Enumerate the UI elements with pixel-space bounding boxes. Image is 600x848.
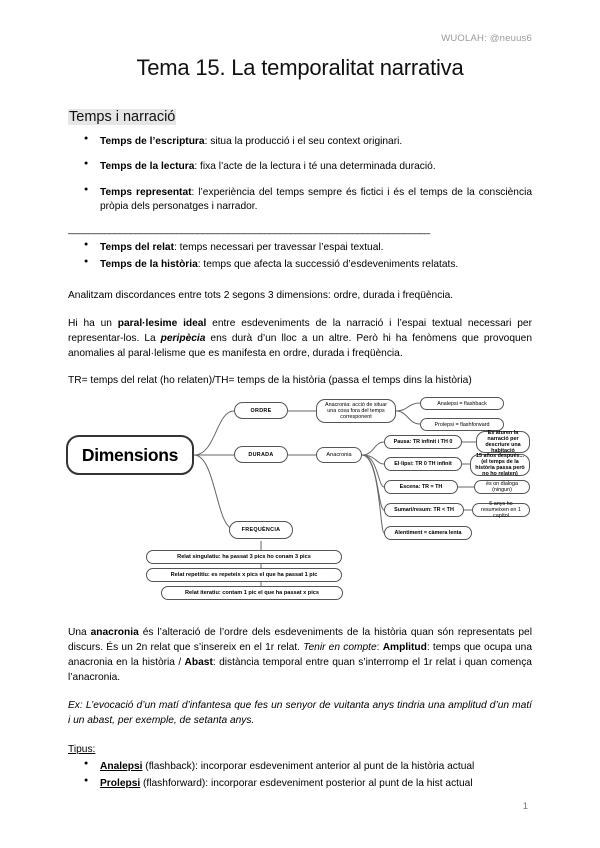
node-label: FREQUÈNCIA	[241, 527, 281, 534]
list-item-text: (flashback): incorporar esdeveniment anterior al punt de la història actual	[142, 760, 475, 772]
term-peripecia: peripècia	[160, 332, 206, 344]
node-label: Dimensions	[81, 444, 179, 465]
node-label: és on dialoga (ningun)	[485, 481, 519, 494]
label-tipus: Tipus:	[68, 743, 96, 755]
paragraph-dimensions-intro: Analitzam discordances entre tots 2 segons 3 dimensions: ordre, durada i freqüència.	[68, 289, 454, 301]
text-fragment: :	[376, 642, 383, 654]
paragraph-paralelisme	[68, 317, 532, 362]
list-item-text: (flashforward): incorporar esdeveniment posterior al punt de la hist actual	[140, 778, 473, 790]
text-fragment: Una	[68, 627, 91, 639]
node-durada-ellipsi	[384, 457, 462, 471]
node-durada-escena	[384, 480, 458, 494]
list-item	[98, 777, 532, 791]
paragraph-tr-th-legend: TR= temps del relat (ho relaten)/TH= temps de la història (passa el temps dins la història)	[68, 375, 472, 387]
list-item-text: : fixa l’acte de la lectura i té una determinada duració.	[194, 161, 436, 173]
list-item	[98, 160, 532, 174]
node-label: 5 anys ho resumeixen en 1 capítol	[481, 501, 521, 520]
node-durada-pausa	[384, 435, 462, 449]
mindmap-diagram	[66, 397, 530, 612]
node-durada-alentiment	[384, 526, 472, 540]
text-fragment: : distància temporal entre quan s’interromp el 1r relat i quan comença l’anacronia.	[68, 657, 532, 684]
term-paralelisme-ideal: paral·lesime ideal	[117, 317, 207, 329]
node-label: Relat repetitiu: es repeteix x pics el que ha passat 1 pic	[170, 572, 318, 579]
text-fragment: és l’alteració de l’ordre dels esdeveniments de la història quan són representats pel discurs. És un 2n relat que s’insereix en el 1r relat.	[68, 627, 532, 654]
list-item-text: : l’experiència del temps sempre és fictici i és el temps de la consciència pròpia dels personatges i narrador.	[100, 186, 532, 213]
paragraph-anacronia-definition	[68, 626, 532, 686]
list-item	[98, 186, 532, 215]
node-example-ellipsi	[470, 454, 530, 476]
bullet-list-tipus	[68, 760, 532, 792]
node-label: Es aturen la narració per descriure una habitació	[485, 430, 521, 455]
node-label: Relat singulatiu: ha passat 3 pics ho conam 3 pics	[177, 554, 311, 561]
node-label: Escena: TR = TH	[399, 484, 443, 491]
node-example-escena	[474, 480, 530, 494]
bullet-list-top	[68, 135, 532, 215]
list-item	[98, 258, 532, 272]
node-durada	[234, 446, 288, 463]
page-number: 1	[522, 801, 528, 812]
list-item	[98, 135, 532, 149]
term-anacronia: anacronia	[90, 627, 139, 639]
list-item-term: Temps de l’escriptura	[100, 136, 205, 147]
node-frequencia	[229, 521, 293, 539]
paragraph-example: Ex: L’evocació d’un matí d’infantesa que fes un senyor de vuitanta anys tindria una amplitud d’un matí i un abast, per exemple, de setanta anys.	[68, 699, 532, 726]
node-label: Anacronia	[326, 452, 352, 459]
text-fragment: : temps que ocupa una anacronia en la història /	[68, 642, 532, 669]
term-amplitud: Amplitud	[382, 642, 427, 654]
node-dimensions	[66, 435, 194, 475]
node-label: El·lipsi: TR 0 TH infinit	[394, 461, 452, 468]
text-fragment: Hi ha un	[68, 317, 118, 329]
text-fragment: entre esdeveniments de la narració i l’espai textual necessari per representar-los. La	[68, 317, 532, 344]
node-relat-repetitiu	[146, 568, 342, 582]
node-label: ORDRE	[250, 407, 272, 414]
node-label: Anacronia: acció de situar una cosa fora del temps corresponent	[324, 402, 388, 421]
node-label: Relat iteratiu: contam 1 pic el que ha passat x pics	[185, 590, 319, 597]
node-example-pausa	[476, 431, 530, 453]
watermark-text: WUOLAH: @neuus6	[441, 33, 532, 44]
node-anacronia-definition	[316, 399, 396, 423]
node-label: DURADA	[248, 451, 274, 458]
page-title: Tema 15. La temporalitat narrativa	[136, 55, 464, 80]
section-heading-temps-i-narracio: Temps i narració	[69, 109, 176, 125]
node-ordre	[234, 402, 288, 419]
list-item	[98, 241, 532, 255]
node-relat-iteratiu	[161, 586, 343, 600]
node-relat-singulatiu	[146, 550, 342, 564]
node-label: Sumari/resum: TR < TH	[394, 507, 454, 514]
list-item-term: Analepsi	[100, 760, 143, 772]
list-item-term: Temps representat	[100, 186, 192, 198]
list-item-text: : situa la producció i el seu context originari.	[204, 136, 403, 147]
node-label: Pausa: TR infinit i TH 0	[393, 439, 453, 446]
list-item-term: Temps de la lectura	[100, 161, 195, 173]
node-label: Alentiment = càmera lenta	[394, 530, 462, 537]
node-label: 15 años después...(el temps de la història passa però no ho relaten)	[475, 453, 525, 478]
node-label: Prolepsi = flashforward	[434, 421, 490, 428]
node-label: Analepsi = flashback	[437, 400, 487, 407]
list-item	[98, 760, 532, 774]
list-item-text: : temps necessari per travessar l’espai textual.	[173, 241, 384, 253]
list-item-term: Temps del relat	[100, 241, 174, 253]
term-tenir-en-compte: Tenir en compte	[303, 642, 377, 654]
text-fragment: ens durà d’un lloc a un altre. Però hi ha fenòmens que provoquen anomalies al paral·lelisme que es manifesta en ordre, durada i freqüència.	[68, 332, 533, 359]
node-anacronia	[316, 447, 362, 463]
node-example-sumari	[472, 501, 530, 520]
list-item-term: Prolepsi	[100, 778, 141, 790]
list-item-term: Temps de la història	[100, 259, 198, 271]
term-abast: Abast	[184, 657, 213, 669]
list-item-text: : temps que afecta la successió d’esdeveniments relatats.	[197, 259, 459, 271]
separator-underscores: ______________________________________________________________________	[68, 225, 430, 235]
node-durada-sumari	[384, 503, 464, 517]
bullet-list-bottom	[68, 241, 532, 273]
node-analepsi-flashback	[420, 397, 504, 410]
